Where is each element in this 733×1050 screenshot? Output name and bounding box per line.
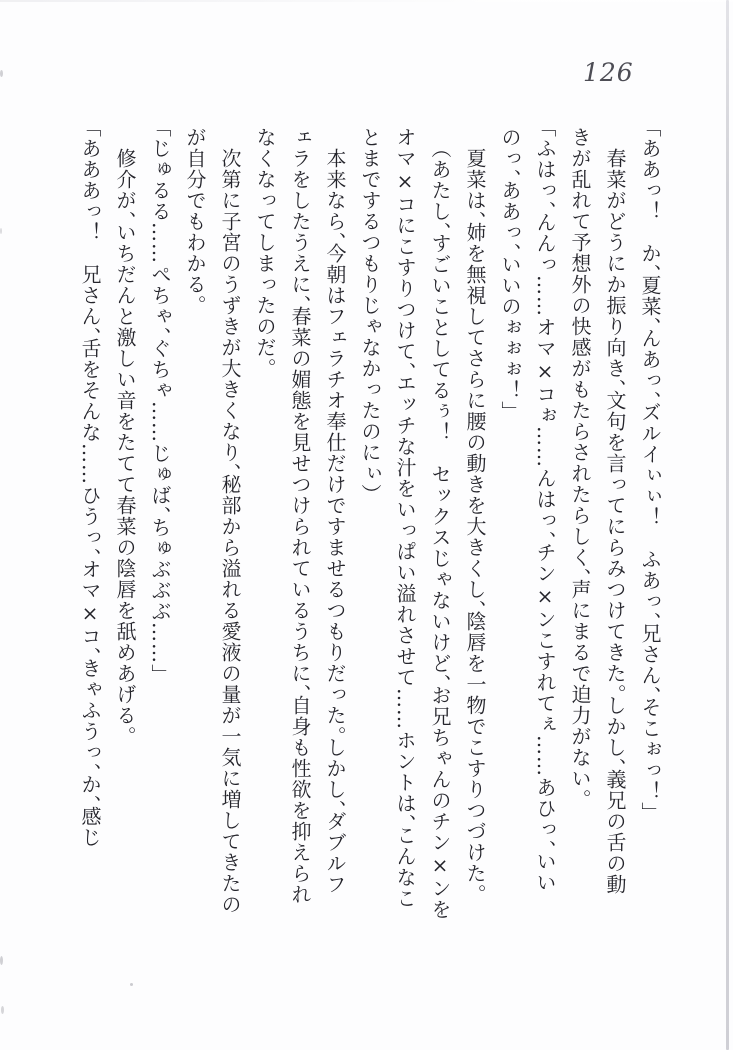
text-line-2: 春菜がどうにか振り向き、文句を言ってにらみつけてきた。しかし、義兄の舌の動 <box>603 127 627 895</box>
text-line-3: きが乱れて予想外の快感がもたらされたらしく、声にまるで迫力がない。 <box>568 127 592 800</box>
text-line-7: （あたし、すごいことしてるぅ！ セックスじゃないけど、お兄ちゃんのチン×ンを <box>428 127 452 920</box>
page-number: 126 <box>583 58 634 87</box>
text-line-5: のっ、ああっ、いいのぉぉぉ！」 <box>498 127 522 412</box>
text-line-1: 「ああっ！ か、夏菜、んあっ、ズルイぃぃ！ ふあっ、兄さん、そこぉっ！」 <box>638 127 662 813</box>
text-line-10: 本来なら、今朝はフェラチオ奉仕だけですませるつもりだった。しかし、ダブルフ <box>323 127 347 895</box>
text-line-15: 「じゅるる……ぺちゃ、ぐちゃ……じゅば、ちゅぶぶぶ……」 <box>148 127 172 675</box>
scan-top-edge <box>0 0 733 2</box>
novel-text-block <box>72 127 667 949</box>
scan-artifact <box>1 1006 4 1014</box>
text-line-12: なくなってしまったのだ。 <box>253 127 277 369</box>
scan-artifact <box>0 228 2 234</box>
text-line-9: とまでするつもりじゃなかったのにぃ） <box>358 127 382 495</box>
text-line-11: ェラをしたうえに、春菜の媚態を見せつけられているうちに、自身も性欲を抑えられ <box>288 127 312 905</box>
text-line-13: 次第に子宮のうずきが大きくなり、秘部から溢れる愛液の量が一気に増してきたの <box>218 127 242 915</box>
text-line-16: 修介が、いちだんと激しい音をたてて春菜の陰唇を舐めあげる。 <box>113 127 137 737</box>
text-line-8: オマ×コにこすりつけて、エッチな汁をいっぱい溢れさせて……ホントは、こんなこ <box>393 127 417 909</box>
text-line-14: が自分でもわかる。 <box>183 127 207 306</box>
scan-artifact <box>130 983 133 986</box>
scan-page-edge <box>726 0 729 1050</box>
scan-artifact <box>0 956 3 965</box>
text-line-6: 夏菜は、姉を無視してさらに腰の動きを大きくし、陰唇を一物でこすりつづけた。 <box>463 127 487 895</box>
text-line-17: 「あああっ！ 兄さん、舌をそんな……ひうっ、オマ×コ、きゃふうっ、か、感じ <box>78 127 102 848</box>
text-line-4: 「ふはっ、んんっ……オマ×コぉ……んはっ、チン×ンこすれてぇ……あひっ、いい <box>533 127 557 893</box>
scan-artifact <box>0 70 3 77</box>
